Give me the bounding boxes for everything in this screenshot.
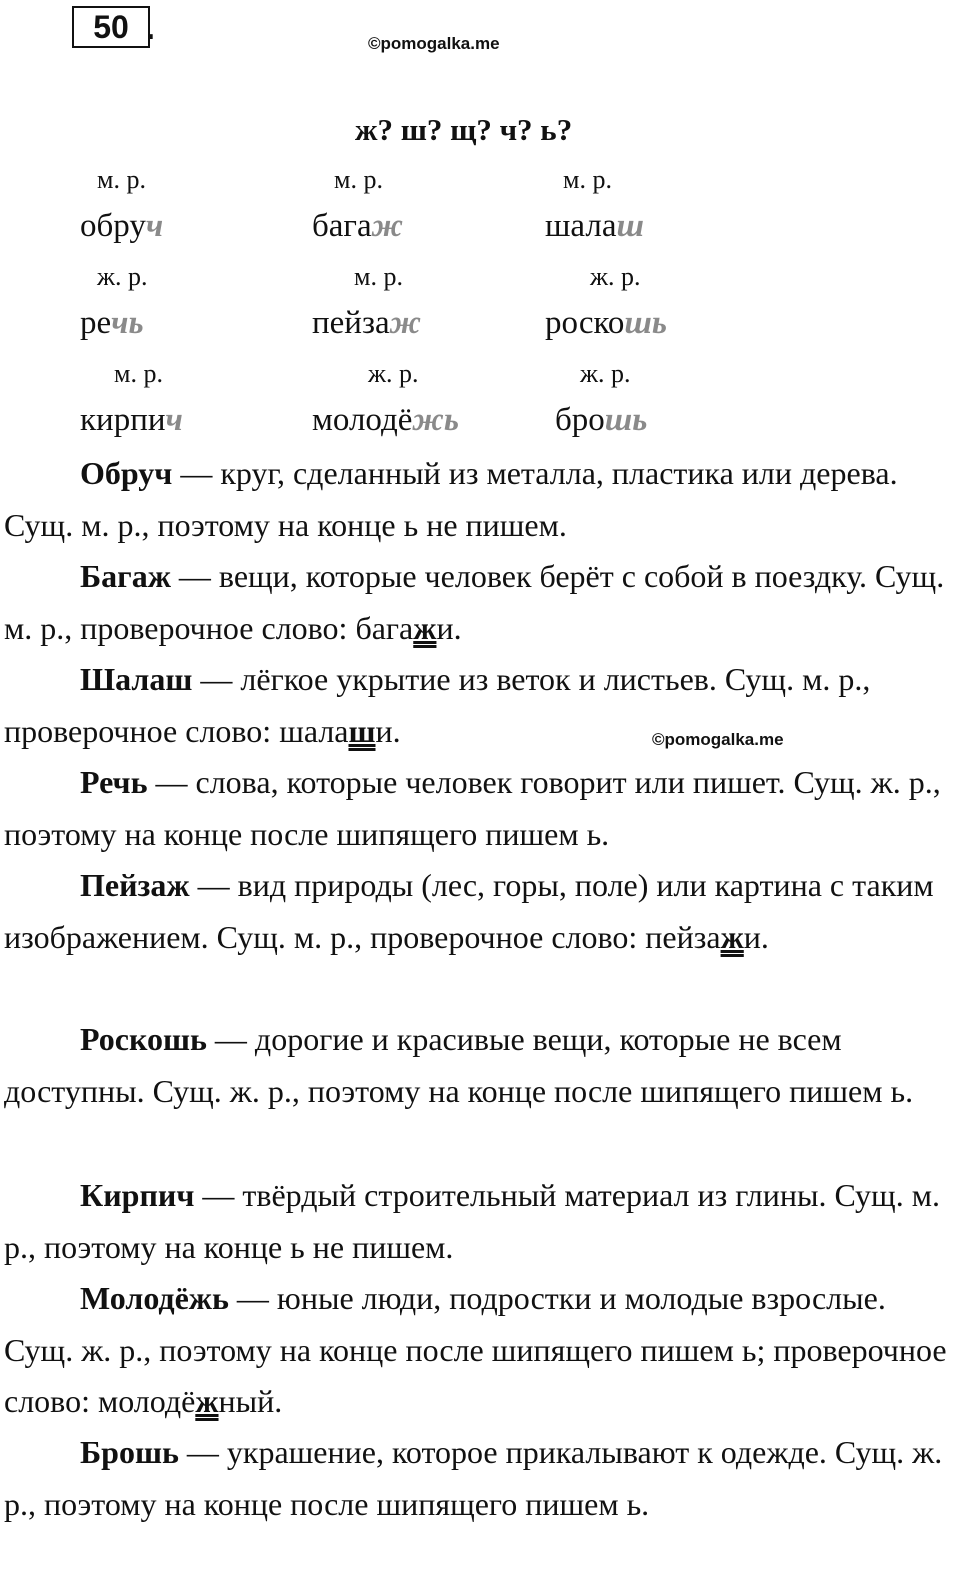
- word-ending: ш: [616, 208, 644, 244]
- definition-word: Шалаш: [80, 661, 193, 697]
- word-ending: ж: [371, 208, 404, 244]
- gender-label: ж. р.: [368, 359, 419, 388]
- word-ending: чь: [111, 305, 144, 341]
- gender-label: ж. р.: [97, 262, 148, 291]
- definition-word: Кирпич: [80, 1177, 195, 1213]
- letters-header: ж? ш? щ? ч? ь?: [355, 112, 573, 147]
- definition-word: Брошь: [80, 1434, 179, 1470]
- word-ending: ч: [145, 208, 164, 244]
- watermark-top: ©pomogalka.me: [368, 34, 500, 53]
- definition-paragraph: Молодёжь — юные люди, подростки и молодые взрослые. Сущ. ж. р., поэтому на конце после шипящего пишем ь; проверочное слово: молодёжный.: [4, 1280, 947, 1419]
- definition-word: Обруч: [80, 455, 173, 491]
- definition-word: Речь: [80, 764, 148, 800]
- grid-word: речь: [80, 305, 144, 341]
- gender-label: м. р.: [334, 165, 383, 194]
- gender-label: м. р.: [354, 262, 403, 291]
- definition-word: Багаж: [80, 558, 171, 594]
- definition-paragraph: Багаж — вещи, которые человек берёт с собой в поездку. Сущ. м. р., проверочное слово: багажи.: [4, 558, 945, 646]
- definition-paragraph: Пейзаж — вид природы (лес, горы, поле) или картина с таким изображением. Сущ. м. р., проверочное слово: пейзажи.: [4, 867, 934, 955]
- word-ending: жь: [412, 402, 459, 438]
- grid-word: шалаш: [545, 208, 644, 244]
- definition-paragraph: Обруч — круг, сделанный из металла, пластика или дерева. Сущ. м. р., поэтому на конце ь не пишем.: [4, 455, 898, 543]
- task-number: 50: [72, 6, 150, 48]
- gender-label: м. р.: [563, 165, 612, 194]
- definition-word: Пейзаж: [80, 867, 190, 903]
- grid-word: багаж: [312, 208, 404, 244]
- word-ending: ж: [389, 305, 422, 341]
- gender-label: м. р.: [97, 165, 146, 194]
- check-letter: ж: [720, 918, 744, 955]
- task-number-dot: .: [146, 10, 155, 46]
- word-ending: шь: [624, 305, 667, 341]
- grid-word: брошь: [555, 402, 648, 438]
- definition-paragraph: Шалаш — лёгкое укрытие из веток и листьев. Сущ. м. р., проверочное слово: шалаши.: [4, 661, 871, 749]
- check-letter: ж: [195, 1383, 219, 1419]
- definition-paragraph: Роскошь — дорогие и красивые вещи, которые не всем доступны. Сущ. ж. р., поэтому на конце после шипящего пишем ь.: [4, 1021, 914, 1109]
- word-ending: шь: [604, 402, 648, 438]
- watermark-middle: ©pomogalka.me: [652, 730, 784, 749]
- grid-word: роскошь: [545, 305, 667, 341]
- gender-label: ж. р.: [580, 359, 631, 388]
- grid-word: молодёжь: [312, 402, 459, 438]
- word-ending: ч: [165, 402, 183, 438]
- grid-word: кирпич: [80, 402, 183, 438]
- definition-paragraph: Речь — слова, которые человек говорит или пишет. Сущ. ж. р., поэтому на конце после шипящего пишем ь.: [4, 764, 941, 852]
- gender-label: ж. р.: [590, 262, 641, 291]
- gender-label: м. р.: [114, 359, 163, 388]
- check-letter: ш: [348, 712, 376, 749]
- definition-paragraph: Брошь — украшение, которое прикалывают к одежде. Сущ. ж. р., поэтому на конце после шипящего пишем ь.: [4, 1434, 943, 1522]
- grid-word: пейзаж: [312, 305, 422, 341]
- definition-paragraph: Кирпич — твёрдый строительный материал из глины. Сущ. м. р., поэтому на конце ь не пишем.: [4, 1177, 940, 1265]
- definition-word: Молодёжь: [80, 1280, 229, 1316]
- definition-word: Роскошь: [80, 1021, 207, 1057]
- check-letter: ж: [413, 609, 437, 646]
- grid-word: обруч: [80, 208, 164, 244]
